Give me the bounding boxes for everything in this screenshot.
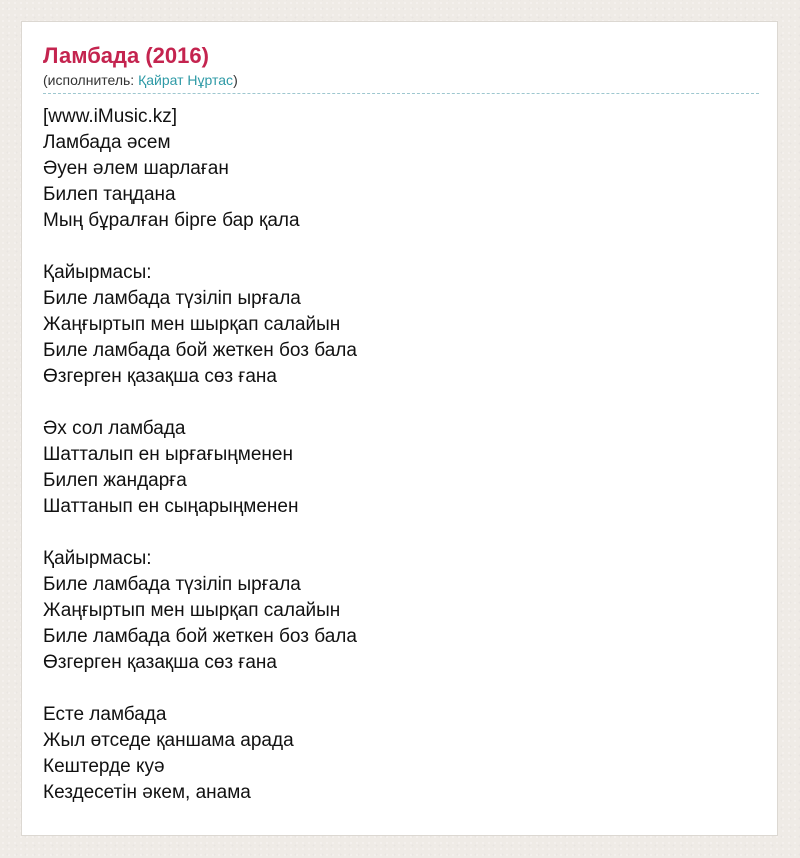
- artist-line: [43, 71, 759, 89]
- lyric-line: [www.iMusic.kz]: [43, 106, 178, 127]
- stanza-gap: [43, 390, 357, 416]
- lyric-line: Ламбада әсем: [43, 132, 171, 153]
- lyric-line: Кездесетін әкем, анама: [43, 782, 251, 803]
- artist-link[interactable]: Қайрат Нұртас: [138, 72, 234, 88]
- lyric-line: Өзгерген қазақша сөз ғана: [43, 366, 277, 387]
- chorus-label: Қайырмасы:: [43, 262, 152, 283]
- lyric-line: Биле ламбада бой жеткен боз бала: [43, 340, 357, 361]
- artist-suffix: ): [233, 72, 238, 88]
- lyric-line: Әх сол ламбада: [43, 418, 186, 439]
- lyric-line: Шатталып ен ырғағыңменен: [43, 444, 293, 465]
- lyric-line: Жыл өтседе қаншама арада: [43, 730, 294, 751]
- lyric-line: Шаттанып ен сыңарыңменен: [43, 496, 299, 517]
- lyric-line: Әуен әлем шарлаған: [43, 158, 229, 179]
- song-header: [43, 43, 759, 94]
- song-title: Ламбада (2016): [43, 43, 209, 68]
- lyric-line: Мың бұралған бірге бар қала: [43, 210, 300, 231]
- stanza-gap: [43, 234, 357, 260]
- artist-prefix: (исполнитель:: [43, 72, 139, 88]
- lyric-line: Есте ламбада: [43, 704, 167, 725]
- lyric-line: Билеп таңдана: [43, 184, 176, 205]
- lyrics-body: [43, 104, 357, 806]
- lyric-line: Биле ламбада түзіліп ырғала: [43, 288, 301, 309]
- lyric-line: Кештерде куә: [43, 756, 165, 777]
- lyric-line: Биле ламбада бой жеткен боз бала: [43, 626, 357, 647]
- lyric-line: Биле ламбада түзіліп ырғала: [43, 574, 301, 595]
- lyric-line: Өзгерген қазақша сөз ғана: [43, 652, 277, 673]
- lyric-line: Жаңғыртып мен шырқап салайын: [43, 314, 341, 335]
- lyric-line: Жаңғыртып мен шырқап салайын: [43, 600, 341, 621]
- chorus-label: Қайырмасы:: [43, 548, 152, 569]
- lyric-line: Билеп жандарға: [43, 470, 187, 491]
- stanza-gap: [43, 520, 357, 546]
- lyrics-card: [21, 21, 778, 836]
- stanza-gap: [43, 676, 357, 702]
